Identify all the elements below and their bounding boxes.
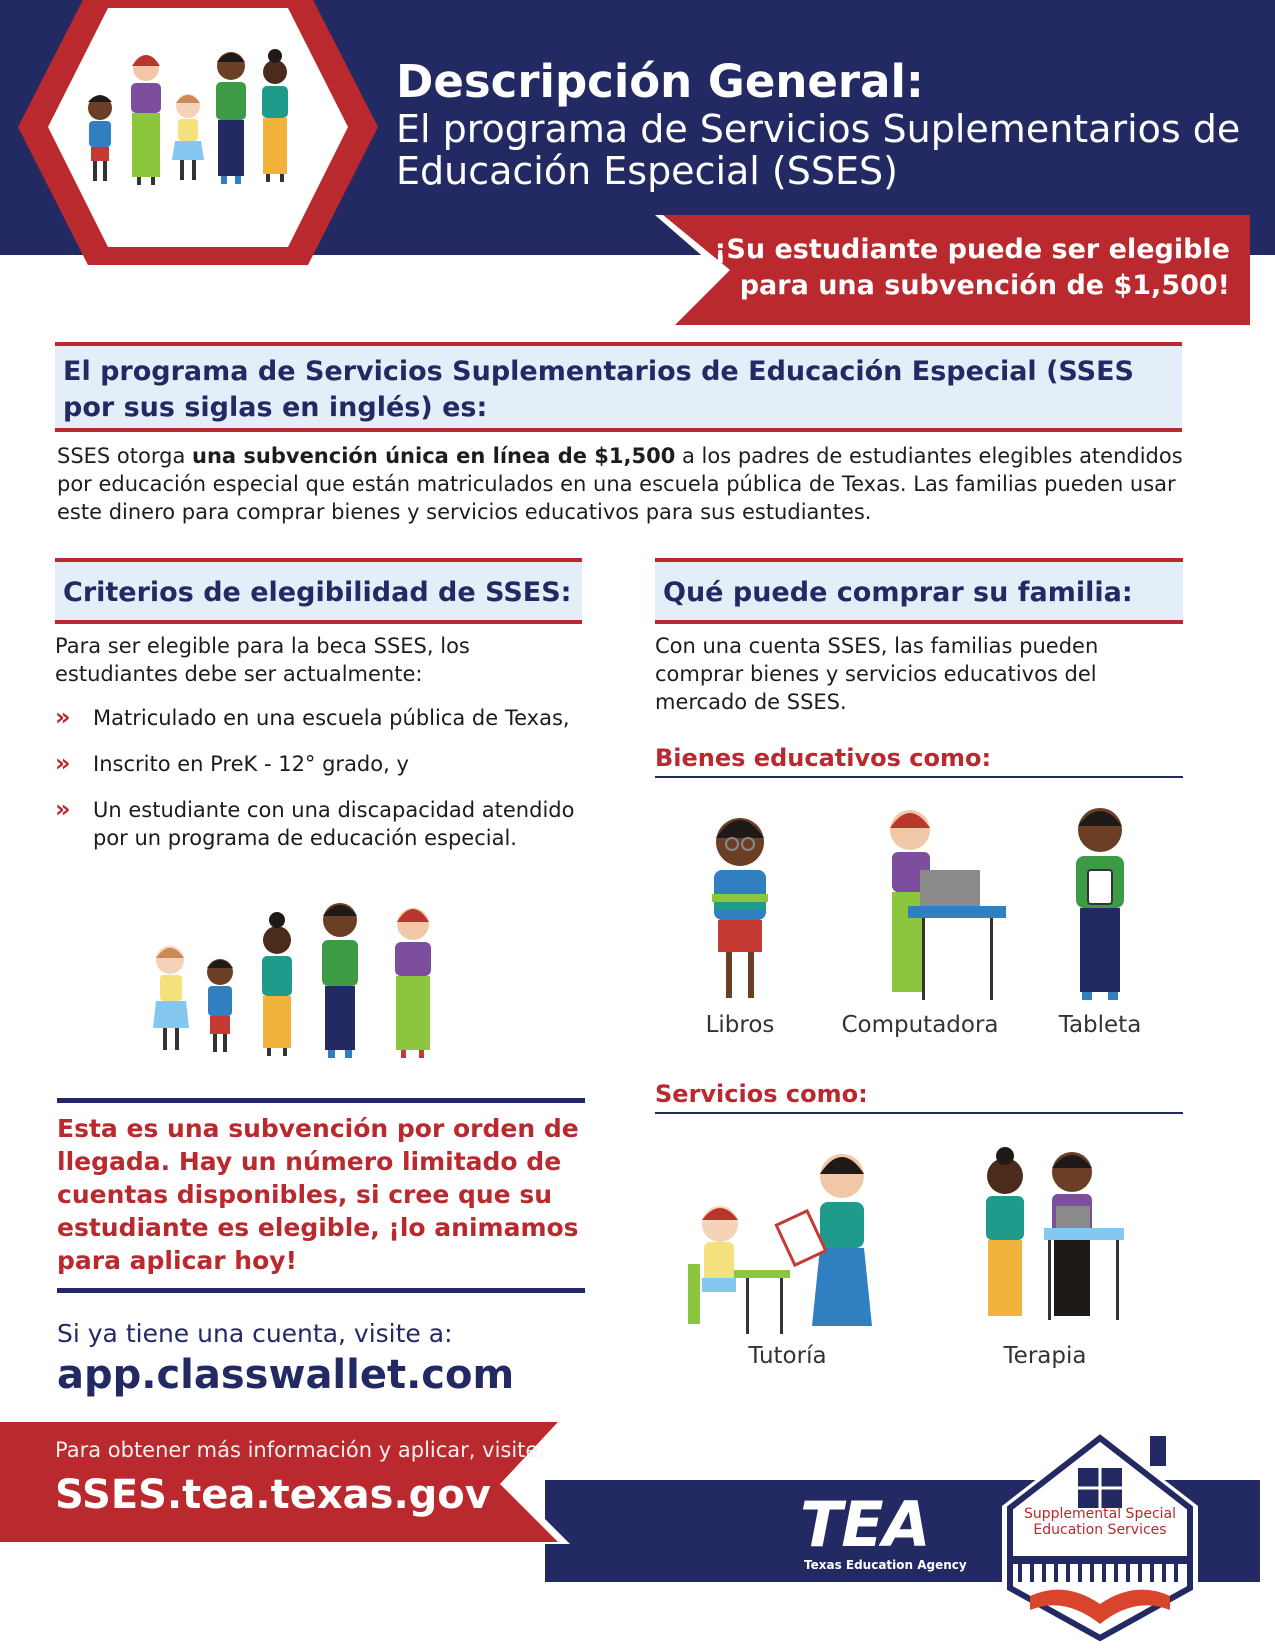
tutoring-icon (680, 1136, 895, 1336)
footer-link[interactable]: SSES.tea.texas.gov (55, 1472, 491, 1518)
tea-logo (800, 1490, 970, 1580)
account-label: Si ya tiene una cuenta, visite a: (57, 1319, 453, 1348)
eligibility-item-text: Inscrito en PreK - 12° grado, y (93, 752, 409, 776)
intro-text-end: a los padres de estudiantes elegibles atendidos por educación especial que están matriculados en una escuela pública de Texas. Las familias pueden usar este dinero para comprar bienes y servicios educativos para sus estudiantes. (57, 444, 1183, 524)
chevron-bullet-icon: » (55, 703, 71, 731)
footer-label: Para obtener más información y aplicar, visite: (55, 1438, 546, 1462)
intro-heading: El programa de Servicios Suplementarios de Educación Especial (SSES por sus siglas en inglés) es: (63, 356, 1134, 423)
ribbon-line-2: para una subvención de $1,500! (739, 270, 1230, 301)
purchases-intro: Con una cuenta SSES, las familias pueden comprar bienes y servicios educativos del mercado de SSES. (655, 634, 1099, 714)
tea-logo-wordmark: TEA (800, 1488, 930, 1561)
intro-text-start: SSES otorga (57, 444, 193, 468)
purchases-heading-box (655, 558, 1183, 624)
goods-label-computer: Computadora (841, 1012, 999, 1038)
page-title: Descripción General: (396, 55, 924, 108)
eligibility-heading: Criterios de elegibilidad de SSES: (63, 577, 572, 608)
chevron-bullet-icon: » (55, 749, 71, 777)
page-subtitle: El programa de Servicios Suplementarios de Educación Especial (SSES) (396, 107, 1241, 193)
therapy-icon (960, 1136, 1130, 1336)
services-heading: Servicios como: (655, 1078, 1183, 1114)
notice-bottom-rule (57, 1288, 585, 1293)
family-illustration-hexagon (18, 0, 378, 265)
purchases-heading: Qué puede comprar su familia: (663, 577, 1133, 608)
account-link[interactable]: app.classwallet.com (57, 1352, 515, 1398)
list-item (55, 750, 595, 778)
eligibility-intro: Para ser elegible para la beca SSES, los estudiantes debe ser actualmente: (55, 634, 470, 686)
laptop-computer-icon (830, 800, 1010, 1005)
eligibility-ribbon-text (690, 232, 1230, 304)
header-title-block (396, 56, 1256, 192)
sses-house-logo (1000, 1428, 1200, 1650)
list-item (55, 796, 595, 852)
service-item-therapy (960, 1136, 1130, 1371)
goods-heading: Bienes educativos como: (655, 742, 1183, 778)
service-label-tutoring: Tutoría (748, 1343, 827, 1369)
family-illustration (135, 880, 480, 1080)
service-label-therapy: Terapia (1003, 1343, 1087, 1369)
goods-item-computer (830, 800, 1010, 1040)
eligibility-heading-box (55, 558, 582, 624)
student-with-books-icon (690, 800, 790, 1005)
goods-item-tablet (1050, 800, 1150, 1040)
tea-logo-subtitle: Texas Education Agency (804, 1558, 967, 1572)
eligibility-item-text: Un estudiante con una discapacidad atendido por un programa de educación especial. (93, 798, 575, 850)
list-item (55, 704, 595, 732)
goods-label-books: Libros (705, 1012, 775, 1038)
chevron-bullet-icon: » (55, 795, 71, 823)
ribbon-line-1: ¡Su estudiante puede ser elegible (714, 234, 1230, 265)
tablet-icon (1050, 800, 1150, 1005)
intro-heading-box (55, 342, 1182, 432)
intro-text-bold: una subvención única en línea de $1,500 (192, 444, 676, 468)
service-item-tutoring (680, 1136, 895, 1371)
goods-label-tablet: Tableta (1058, 1012, 1142, 1038)
eligibility-list (55, 704, 595, 870)
first-come-notice: Esta es una subvención por orden de llegada. Hay un número limitado de cuentas disponibles, si cree que su estudiante es elegible, ¡lo animamos para aplicar hoy! (57, 1114, 579, 1275)
eligibility-item-text: Matriculado en una escuela pública de Texas, (93, 706, 570, 730)
sses-logo-text: Supplemental Special Education Services (1023, 1506, 1176, 1538)
notice-top-rule (57, 1098, 585, 1103)
intro-paragraph (57, 442, 1197, 526)
goods-item-books (690, 800, 790, 1040)
